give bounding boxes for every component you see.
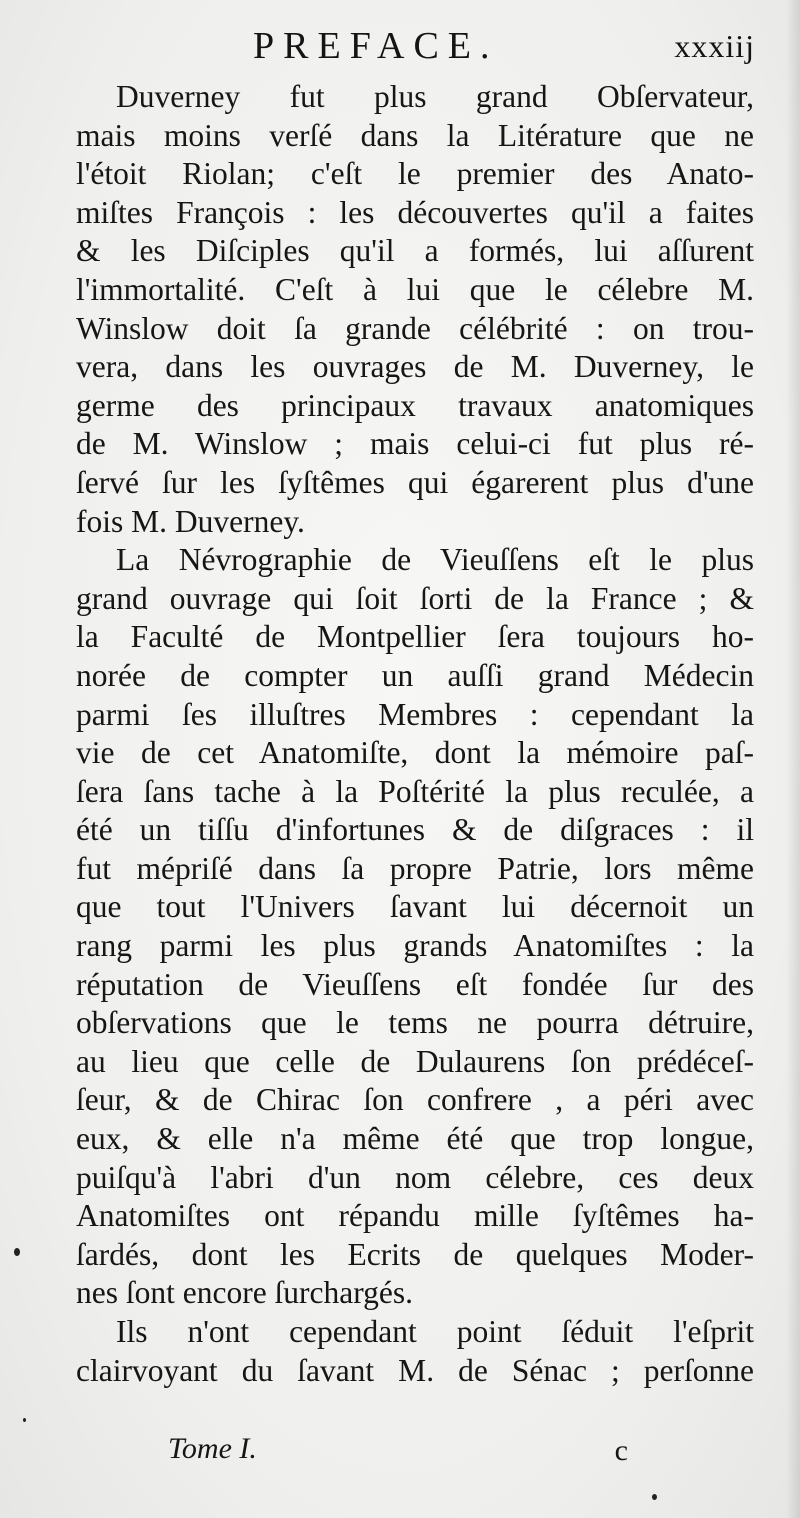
text-line: au lieu que celle de Dulaurens ſon prédéceſ- (76, 1043, 754, 1079)
text-line: mais moins verſé dans la Litérature que ne (76, 117, 754, 153)
text-line: grand ouvrage qui ſoit ſorti de la France ; & (76, 580, 754, 616)
text-line: Anatomiſtes ont répandu mille ſyſtêmes ha- (76, 1198, 754, 1234)
text-line: de M. Winslow ; mais celui-ci fut plus ré- (76, 426, 754, 462)
ink-speck (652, 1494, 657, 1500)
text-line: germe des principaux travaux anatomiques (76, 387, 754, 423)
text-line: l'immortalité. C'eſt à lui que le célebre M. (76, 271, 754, 307)
text-line: ſervé ſur les ſyſtêmes qui égarerent plus d'une (76, 464, 754, 500)
text-line: fut mépriſé dans ſa propre Patrie, lors même (76, 850, 754, 886)
text-line: norée de compter un auſſi grand Médecin (76, 657, 754, 693)
text-line: nes ſont encore ſurchargés. (76, 1275, 414, 1311)
page-footer (168, 1432, 628, 1472)
text-line: réputation de Vieuſſens eſt fondée ſur des (76, 966, 754, 1002)
page-number: xxxiij (674, 28, 755, 64)
text-line: puiſqu'à l'abri d'un nom célebre, ces deux (76, 1159, 754, 1195)
text-line: & les Diſciples qu'il a formés, lui aſſurent (76, 233, 754, 269)
running-head: PREFACE. (253, 25, 499, 67)
text-line: l'étoit Riolan; c'eſt le premier des Anato- (76, 156, 754, 192)
volume-label: Tome I. (168, 1432, 257, 1465)
signature-mark: c (614, 1434, 628, 1467)
text-line: vie de cet Anatomiſte, dont la mémoire paſ- (76, 735, 754, 771)
text-line: clairvoyant du ſavant M. de Sénac ; perſonne (76, 1352, 754, 1388)
text-line: La Névrographie de Vieuſſens eſt le plus (116, 542, 754, 578)
text-line: miſtes François : les découvertes qu'il a faites (76, 194, 754, 230)
page-header (75, 24, 755, 74)
page-edge-shadow (786, 0, 800, 1518)
text-line: fois M. Duverney. (76, 503, 305, 539)
text-line: obſervations que le tems ne pourra détruire, (76, 1005, 754, 1041)
text-line: vera, dans les ouvrages de M. Duverney, le (76, 349, 754, 385)
text-line: que tout l'Univers ſavant lui décernoit un (76, 889, 754, 925)
body-text (76, 78, 754, 1390)
text-line: ſeur, & de Chirac ſon confrere , a péri avec (76, 1082, 754, 1118)
text-line: la Faculté de Montpellier ſera toujours ho- (76, 619, 754, 655)
text-line: parmi ſes illuſtres Membres : cependant la (76, 696, 754, 732)
text-line: ſera ſans tache à la Poſtérité la plus reculée, a (76, 773, 754, 809)
ink-speck (23, 1418, 26, 1422)
ink-speck (14, 1248, 20, 1256)
text-line: eux, & elle n'a même été que trop longue, (76, 1121, 754, 1157)
text-line: Duverney fut plus grand Obſervateur, (116, 79, 754, 114)
text-line: rang parmi les plus grands Anatomiſtes : la (76, 928, 754, 964)
text-line: Ils n'ont cependant point ſéduit l'eſprit (116, 1314, 754, 1349)
text-line: Winslow doit ſa grande célébrité : on trou- (76, 310, 754, 346)
text-line: été un tiſſu d'infortunes & de diſgraces : il (76, 812, 754, 848)
text-line: ſardés, dont les Ecrits de quelques Moder- (76, 1236, 754, 1272)
